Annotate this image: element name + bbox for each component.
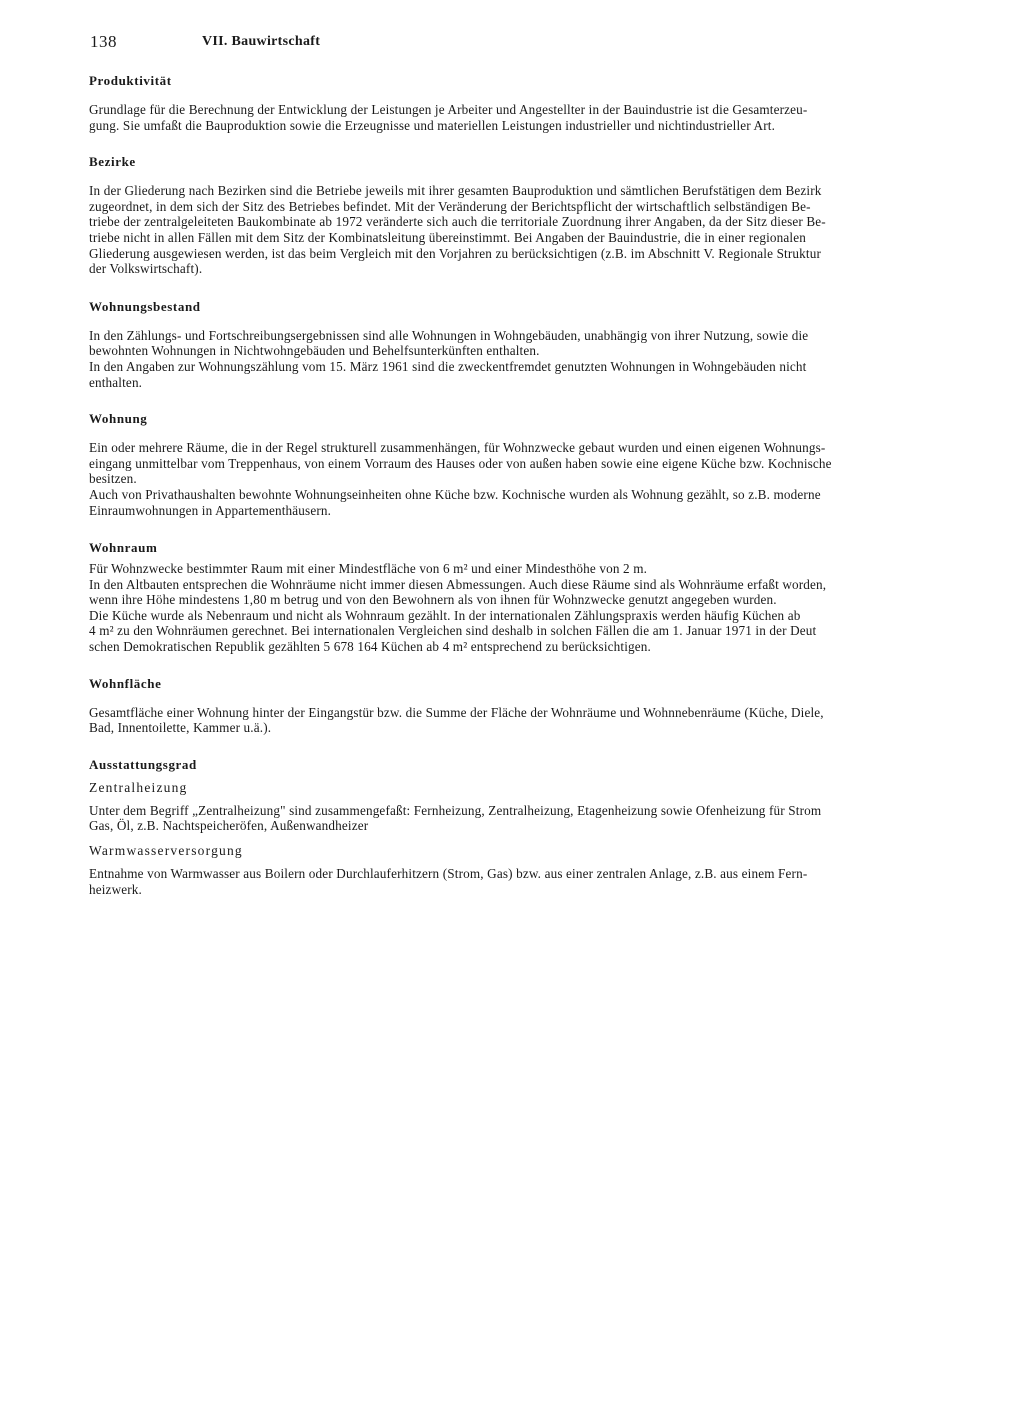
text-line: bewohnten Wohnungen in Nichtwohngebäuden und Behelfsunterkünften enthalten. <box>89 343 540 359</box>
text-line: Gas, Öl, z.B. Nachtspeicheröfen, Außenwandheizer <box>89 818 369 834</box>
text-line: Einraumwohnungen in Appartementhäusern. <box>89 502 332 518</box>
section-wohnung <box>89 410 991 518</box>
text-line: der Volkswirtschaft). <box>89 261 203 277</box>
text-line: In den Angaben zur Wohnungszählung vom 15. März 1961 sind die zweckentfremdet genutzten Wohnungen in Wohngebäuden nicht <box>89 358 807 374</box>
text-line: In den Zählungs- und Fortschreibungsergebnissen sind alle Wohnungen in Wohngebäuden, unabhängig von ihrer Nutzung, sowie die <box>89 327 809 343</box>
paragraph <box>89 866 991 897</box>
text-line: schen Demokratischen Republik gezählten 5 678 164 Küchen ab 4 m² entsprechend zu berücksichtigen. <box>89 639 651 655</box>
text-line: triebe nicht in allen Fällen mit dem Sitz der Kombinatsleitung übereinstimmt. Bei Angaben der Bauindustrie, die in einer regionalen <box>89 229 806 245</box>
paragraph <box>89 183 991 277</box>
section-heading: Bezirke <box>89 154 136 170</box>
text-line: Auch von Privathaushalten bewohnte Wohnungseinheiten ohne Küche bzw. Kochnische wurden als Wohnung gezählt, so z.B. moderne <box>89 486 821 502</box>
text-line: triebe der zentralgeleiteten Baukombinate ab 1972 veränderte sich auch die territoriale Zuordnung ihrer Angaben, da der Sitz dieser Be- <box>89 214 826 230</box>
text-line: Ein oder mehrere Räume, die in der Regel strukturell zusammenhängen, für Wohnzwecke gebaut wurden und einen eigenen Wohnungs- <box>89 440 826 456</box>
text-line: enthalten. <box>89 374 143 390</box>
paragraph <box>89 561 991 655</box>
text-line: Bad, Innentoilette, Kammer u.ä.). <box>89 720 272 736</box>
section-heading: Wohnung <box>89 411 148 427</box>
paragraph <box>89 705 991 736</box>
paragraph <box>89 803 991 834</box>
section-produktivitaet <box>89 72 991 133</box>
chapter-title: VII. Bauwirtschaft <box>202 34 321 49</box>
section-heading: Wohnungsbestand <box>89 298 201 314</box>
text-line: In den Altbauten entsprechen die Wohnräume nicht immer diesen Abmessungen. Auch diese Räume sind als Wohnräume erfaßt worden, <box>89 576 827 592</box>
text-line: wenn ihre Höhe mindestens 1,80 m betrug und von den Bewohnern als von ihnen für Wohnzwecke genutzt angegeben wurden. <box>89 592 777 608</box>
section-wohnungsbestand <box>89 298 991 390</box>
text-line: Entnahme von Warmwasser aus Boilern oder Durchlauferhitzern (Strom, Gas) bzw. aus einer zentralen Anlage, z.B. aus einem Fern- <box>89 866 808 882</box>
text-line: In der Gliederung nach Bezirken sind die Betriebe jeweils mit ihrer gesamten Bauproduktion und sämtlichen Berufstätigen dem Bezirk <box>89 183 822 199</box>
section-heading: Ausstattungsgrad <box>89 756 197 772</box>
text-line: Die Küche wurde als Nebenraum und nicht als Wohnraum gezählt. In der internationalen Zählungspraxis werden häufig Küchen ab <box>89 607 801 623</box>
page-header <box>90 30 970 54</box>
section-heading: Wohnraum <box>89 540 158 556</box>
text-line: Gliederung ausgewiesen werden, ist das beim Vergleich mit den Vorjahren zu berücksichtigen (z.B. im Abschnitt V. Regionale Struktur <box>89 245 821 261</box>
page-body <box>89 72 991 897</box>
text-line: Gesamtfläche einer Wohnung hinter der Eingangstür bzw. die Summe der Fläche der Wohnräume und Wohnnebenräume (Küche, Diele, <box>89 704 824 720</box>
paragraph <box>89 102 991 133</box>
text-line: Grundlage für die Berechnung der Entwicklung der Leistungen je Arbeiter und Angestellter in der Bauindustrie ist die Gesamterzeu- <box>89 102 808 117</box>
paragraph <box>89 328 991 390</box>
text-line: eingang unmittelbar vom Treppenhaus, von einem Vorraum des Hauses oder von außen haben sowie eine eigene Küche bzw. Kochnische <box>89 455 832 471</box>
text-line: zugeordnet, in dem sich der Sitz des Betriebes befindet. Mit der Veränderung der Berichtspflicht der wirtschaftlich selbständigen Be- <box>89 198 811 214</box>
text-line: Für Wohnzwecke bestimmter Raum mit einer Mindestfläche von 6 m² und einer Mindesthöhe von 2 m. <box>89 561 648 577</box>
paragraph <box>89 440 991 518</box>
section-bezirke <box>89 153 991 277</box>
text-line: gung. Sie umfaßt die Bauproduktion sowie die Erzeugnisse und materiellen Leistungen industrieller und nichtindustrieller Art. <box>89 117 776 133</box>
text-line: 4 m² zu den Wohnräumen gerechnet. Bei internationalen Vergleichen sind deshalb in solchen Fällen die am 1. Januar 1971 in der Deut <box>89 623 817 639</box>
section-heading: Produktivität <box>89 73 172 88</box>
subsection-heading: Zentralheizung <box>89 779 188 795</box>
text-line: Unter dem Begriff „Zentralheizung" sind zusammengefaßt: Fernheizung, Zentralheizung, Etagenheizung sowie Ofenheizung für Strom <box>89 802 822 818</box>
text-line: besitzen. <box>89 471 137 487</box>
subsection-heading: Warmwasserversorgung <box>89 843 243 859</box>
page-number: 138 <box>90 32 117 51</box>
section-heading: Wohnfläche <box>89 675 162 691</box>
section-ausstattungsgrad <box>89 756 991 897</box>
section-wohnraum <box>89 539 991 655</box>
text-line: heizwerk. <box>89 881 142 897</box>
section-wohnflaeche <box>89 675 991 736</box>
